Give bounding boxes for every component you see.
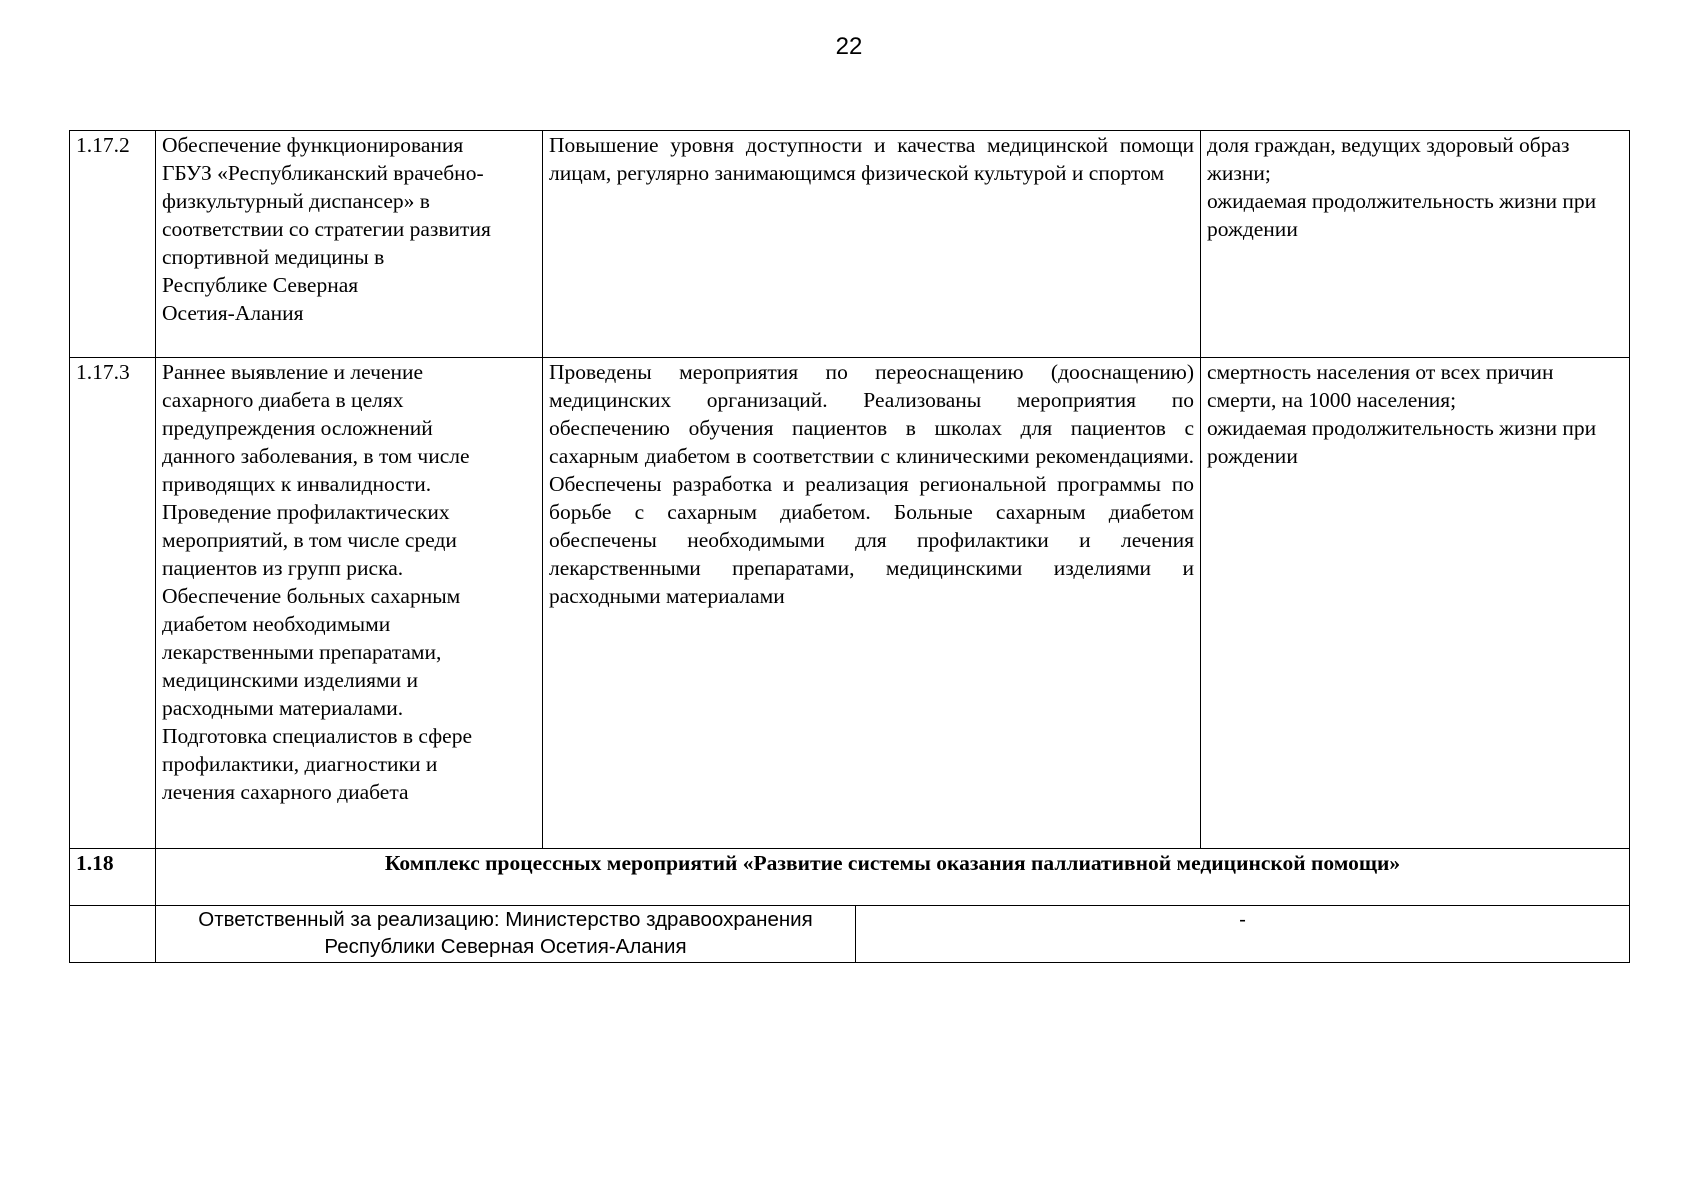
effect-cell: Повышение уровня доступности и качества медицинской помощи лицам, регулярно занимающимся физической культурой и спортом bbox=[543, 131, 1201, 358]
task-cell: Обеспечение функционирования ГБУЗ «Республиканский врачебно- физкультурный диспансер» в соответствии со стратегии развития спортивной медицины в Республике Северная Осетия-Алания bbox=[156, 131, 543, 358]
section-header-row bbox=[70, 849, 1630, 906]
responsible-value: - bbox=[856, 906, 1630, 963]
page-number: 22 bbox=[835, 33, 863, 60]
empty-cell bbox=[70, 906, 156, 963]
task-cell: Раннее выявление и лечение сахарного диабета в целях предупреждения осложнений данного заболевания, в том числе приводящих к инвалидности. Проведение профилактических мероприятий, в том числе среди пациентов из групп риска. Обеспечение больных сахарным диабетом необходимыми лекарственными препаратами, медицинскими изделиями и расходными материалами. Подготовка специалистов в сфере профилактики, диагностики и лечения сахарного диабета bbox=[156, 358, 543, 849]
indicators-cell: доля граждан, ведущих здоровый образ жизни; ожидаемая продолжительность жизни при рождении bbox=[1201, 131, 1630, 358]
row-number: 1.17.3 bbox=[70, 358, 156, 849]
indicators-cell: смертность населения от всех причин смерти, на 1000 населения; ожидаемая продолжительность жизни при рождении bbox=[1201, 358, 1630, 849]
effect-cell: Проведены мероприятия по переоснащению (дооснащению) медицинских организаций. Реализованы мероприятия по обеспечению обучения пациентов в школах для пациентов с сахарным диабетом в соответствии с клиническими рекомендациями. Обеспечены разработка и реализация региональной программы по борьбе с сахарным диабетом. Больные сахарным диабетом обеспечены необходимыми для профилактики и лечения лекарственными препаратами, медицинскими изделиями и расходными материалами bbox=[543, 358, 1201, 849]
table-row bbox=[70, 358, 1630, 849]
measures-table bbox=[69, 130, 1630, 963]
responsible-label: Ответственный за реализацию: Министерство здравоохранения Республики Северная Осетия-Алания bbox=[156, 906, 856, 963]
table-row bbox=[70, 131, 1630, 358]
row-number: 1.17.2 bbox=[70, 131, 156, 358]
responsible-row bbox=[70, 906, 1630, 963]
section-title: Комплекс процессных мероприятий «Развитие системы оказания паллиативной медицинской помощи» bbox=[156, 849, 1630, 906]
section-number: 1.18 bbox=[70, 849, 156, 906]
